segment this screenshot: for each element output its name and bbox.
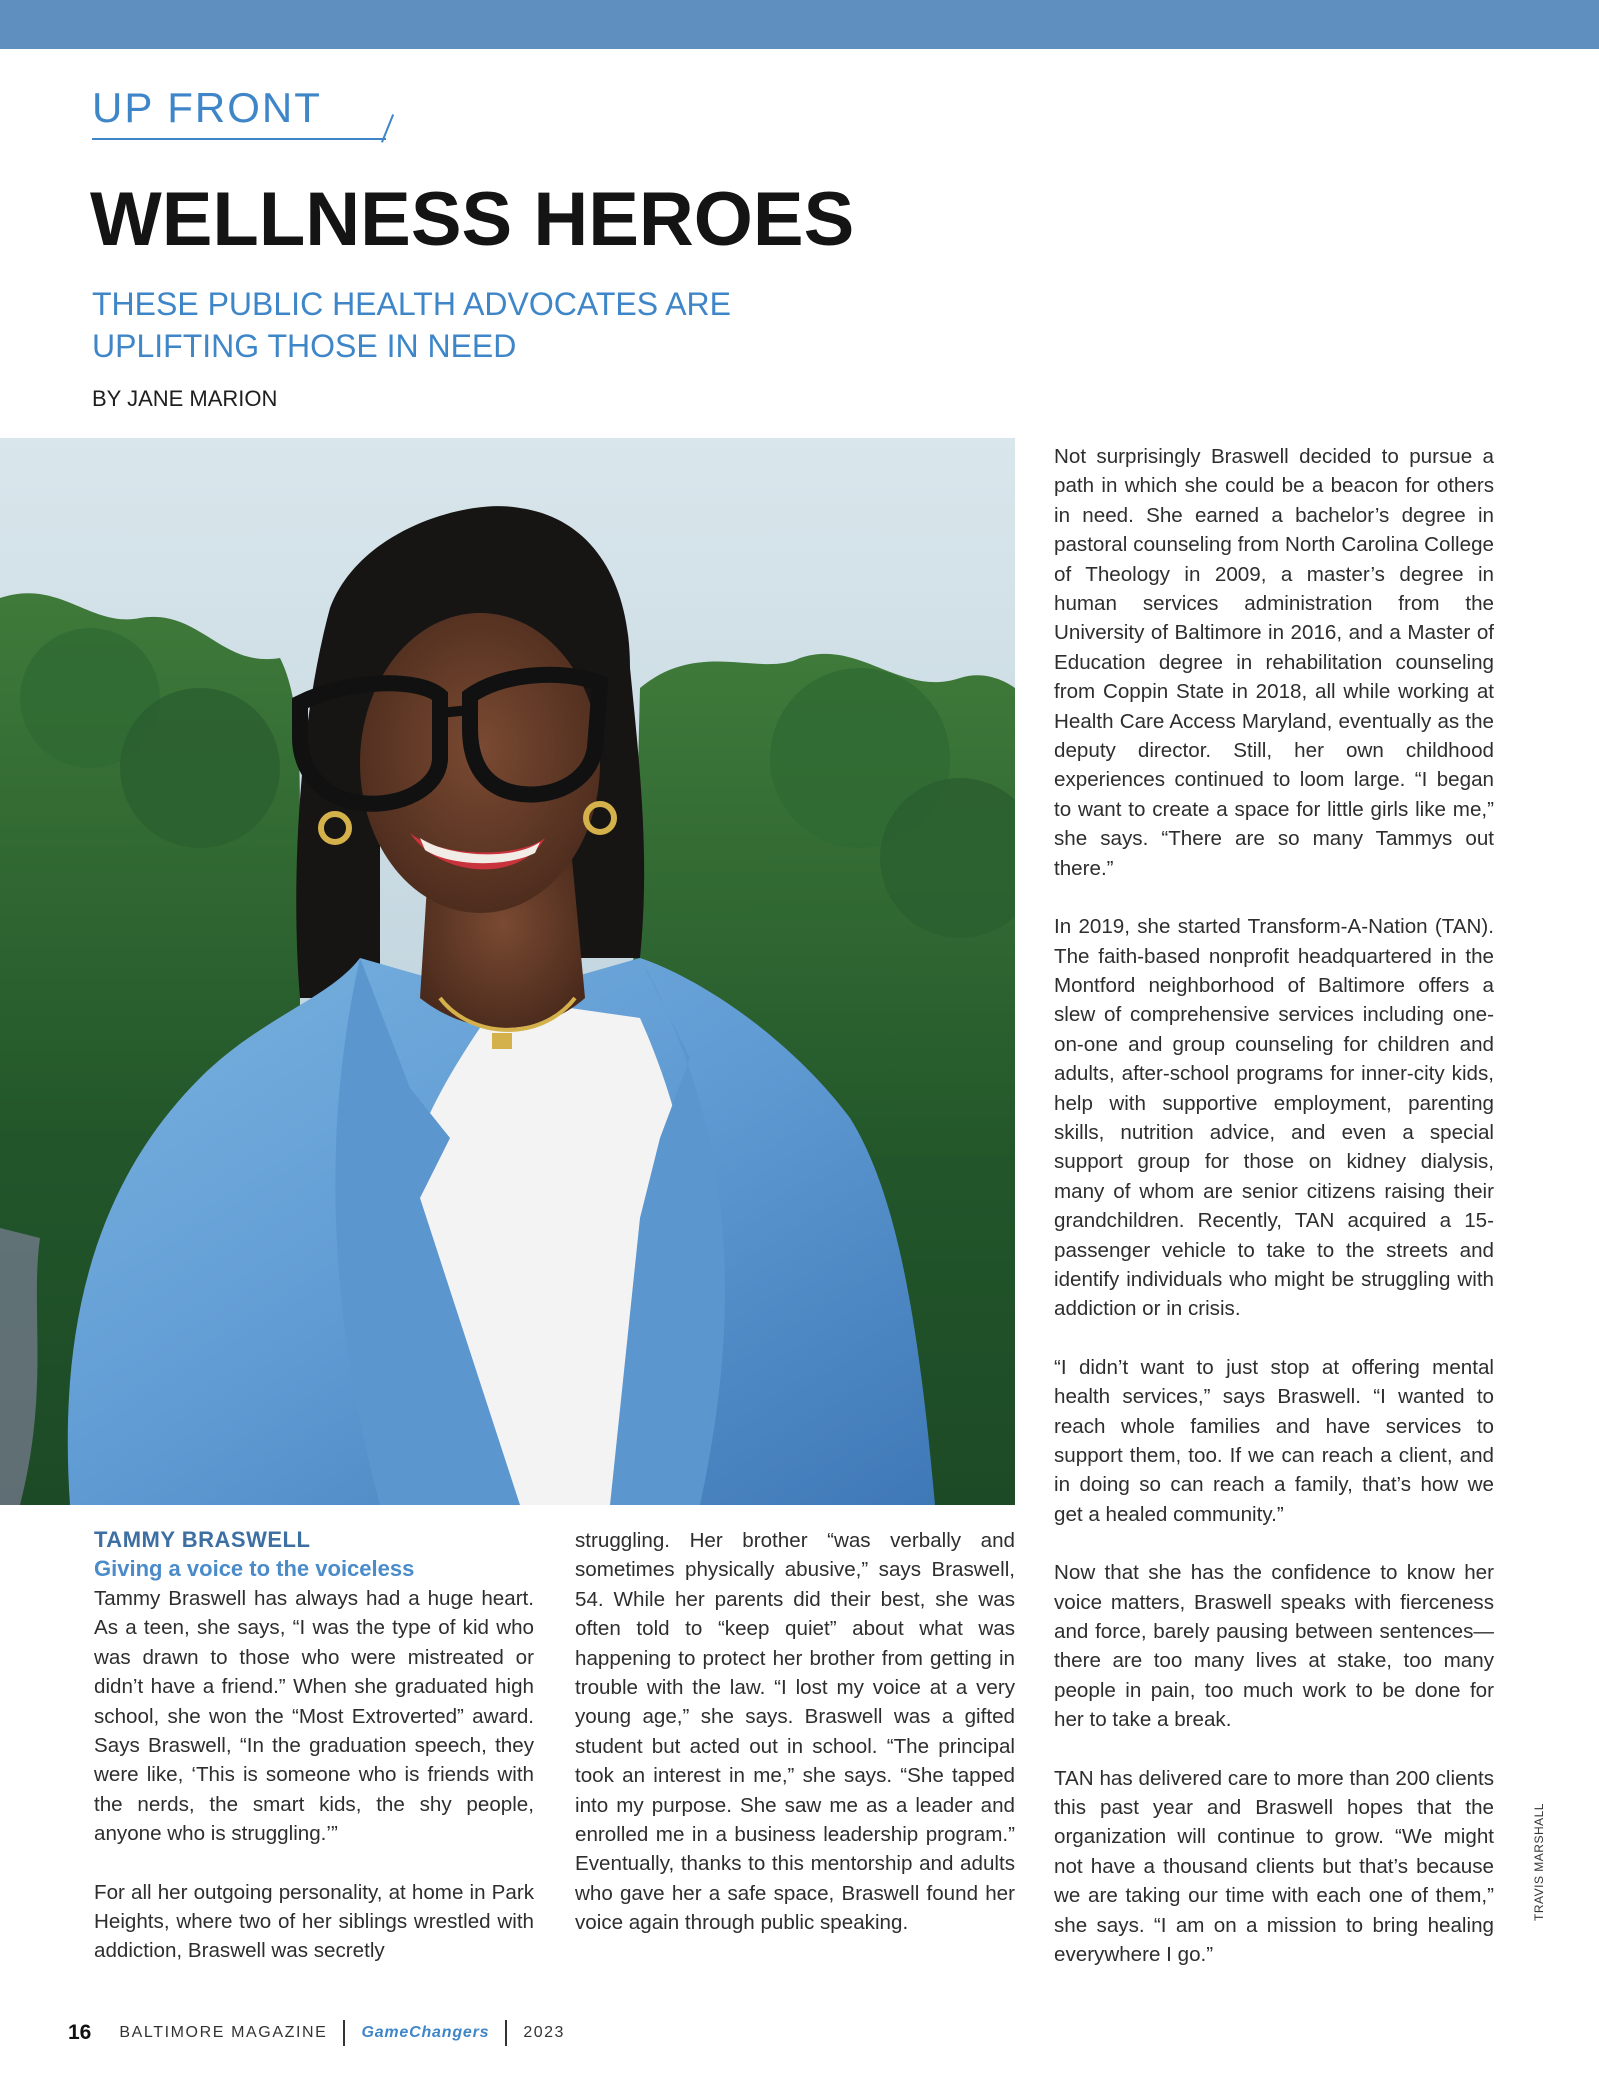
deck-subtitle: [92, 283, 812, 367]
paragraph: In 2019, she started Transform-A-Nation (TAN). The faith-based nonprofit headquartered in the Montford neighborhood of Baltimore offers a slew of comprehensive services including one-on-one and group counseling for children and adults, after-school programs for inner-city kids, help with supportive employment, parenting skills, nutrition advice, and even a special support group for those on kidney dialysis, many of whom are senior citizens raising their grandchildren. Recently, TAN acquired a 15-passenger vehicle to take to the streets and identify individuals who might be struggling with addiction or in crisis.: [1054, 915, 1494, 1321]
paragraph: “I didn’t want to just stop at offering mental health services,” says Braswell. “I wanted to reach whole families and have services to support them, too. If we can reach a client, and in doing so can reach a family, that’s how we get a healed community.”: [1054, 1355, 1494, 1526]
paragraph: Not surprisingly Braswell decided to pursue a path in which she could be a beacon for others in need. She earned a bachelor’s degree in pastoral counseling from North Carolina College of Theology in 2009, a master’s degree in human services administration from the University of Baltimore in 2016, and a Master of Education degree in rehabilitation counseling from Coppin State in 2018, all while working at Health Care Access Maryland, eventually as the deputy director. Still, her own childhood experiences continued to loom large. “I began to want to create a space for little girls like me,” she says. “There are so many Tammys out there.”: [1054, 445, 1494, 880]
magazine-name: BALTIMORE MAGAZINE: [119, 2024, 328, 2041]
deck-line-2: UPLIFTING THOSE IN NEED: [92, 328, 517, 364]
deck-line-1: THESE PUBLIC HEALTH ADVOCATES ARE: [92, 286, 731, 322]
article-column-1: [94, 1526, 534, 1966]
issue-year: 2023: [523, 2024, 565, 2041]
kicker-slash: [381, 114, 394, 143]
issue-series: GameChangers: [361, 2024, 490, 2041]
page-number: 16: [68, 2021, 92, 2044]
photo-credit: TRAVIS MARSHALL: [1532, 1803, 1546, 1921]
byline: BY JANE MARION: [92, 386, 278, 411]
kicker-underline: [92, 138, 386, 140]
article-column-3: [1054, 442, 1494, 1970]
paragraph: TAN has delivered care to more than 200 clients this past year and Braswell hopes that the organization will continue to grow. “We might not have a thousand clients but that’s because we are taking our time with each one of them,” she says. “I am on a mission to bring healing everywhere I go.”: [1054, 1766, 1494, 1967]
article-column-2: [575, 1526, 1015, 1938]
paragraph: Now that she has the confidence to know her voice matters, Braswell speaks with fierceness and force, barely pausing between sentences—there are too many lives at stake, too many people in pain, too much work to be done for her to take a break.: [1054, 1561, 1494, 1732]
paragraph: struggling. Her brother “was verbally and sometimes physically abusive,” says Braswell, 54. While her parents did their best, she was often told to “keep quiet” about what was happening to protect her brother from getting in trouble with the law. “I lost my voice at a very young age,” she says. Braswell was a gifted student but acted out in school. “The principal took an interest in me,” she says. “She tapped into my purpose. She saw me as a leader and enrolled me in a business leadership program.” Eventually, thanks to this mentorship and adults who gave her a safe space, Braswell found her voice again through public speaking.: [575, 1529, 1015, 1935]
page-title: WELLNESS HEROES: [90, 177, 855, 262]
footer-divider: [505, 2020, 507, 2046]
profile-name: TAMMY BRASWELL: [94, 1527, 311, 1552]
footer-divider: [343, 2020, 345, 2046]
page-footer: [68, 2018, 565, 2048]
section-kicker: UP FRONT: [92, 84, 322, 131]
paragraph: For all her outgoing personality, at home in Park Heights, where two of her siblings wrestled with addiction, Braswell was secretly: [94, 1880, 534, 1963]
paragraph: Tammy Braswell has always had a huge heart. As a teen, she says, “I was the type of kid who was drawn to those who were mistreated or didn’t have a friend.” When she graduated high school, she won the “Most Extroverted” award. Says Braswell, “In the graduation speech, they were like, ‘This is someone who is friends with the nerds, the smart kids, the shy people, anyone who is struggling.’”: [94, 1587, 534, 1846]
top-color-bar: [0, 0, 1599, 49]
portrait-photo: [0, 438, 1015, 1505]
profile-tagline: Giving a voice to the voiceless: [94, 1556, 415, 1581]
